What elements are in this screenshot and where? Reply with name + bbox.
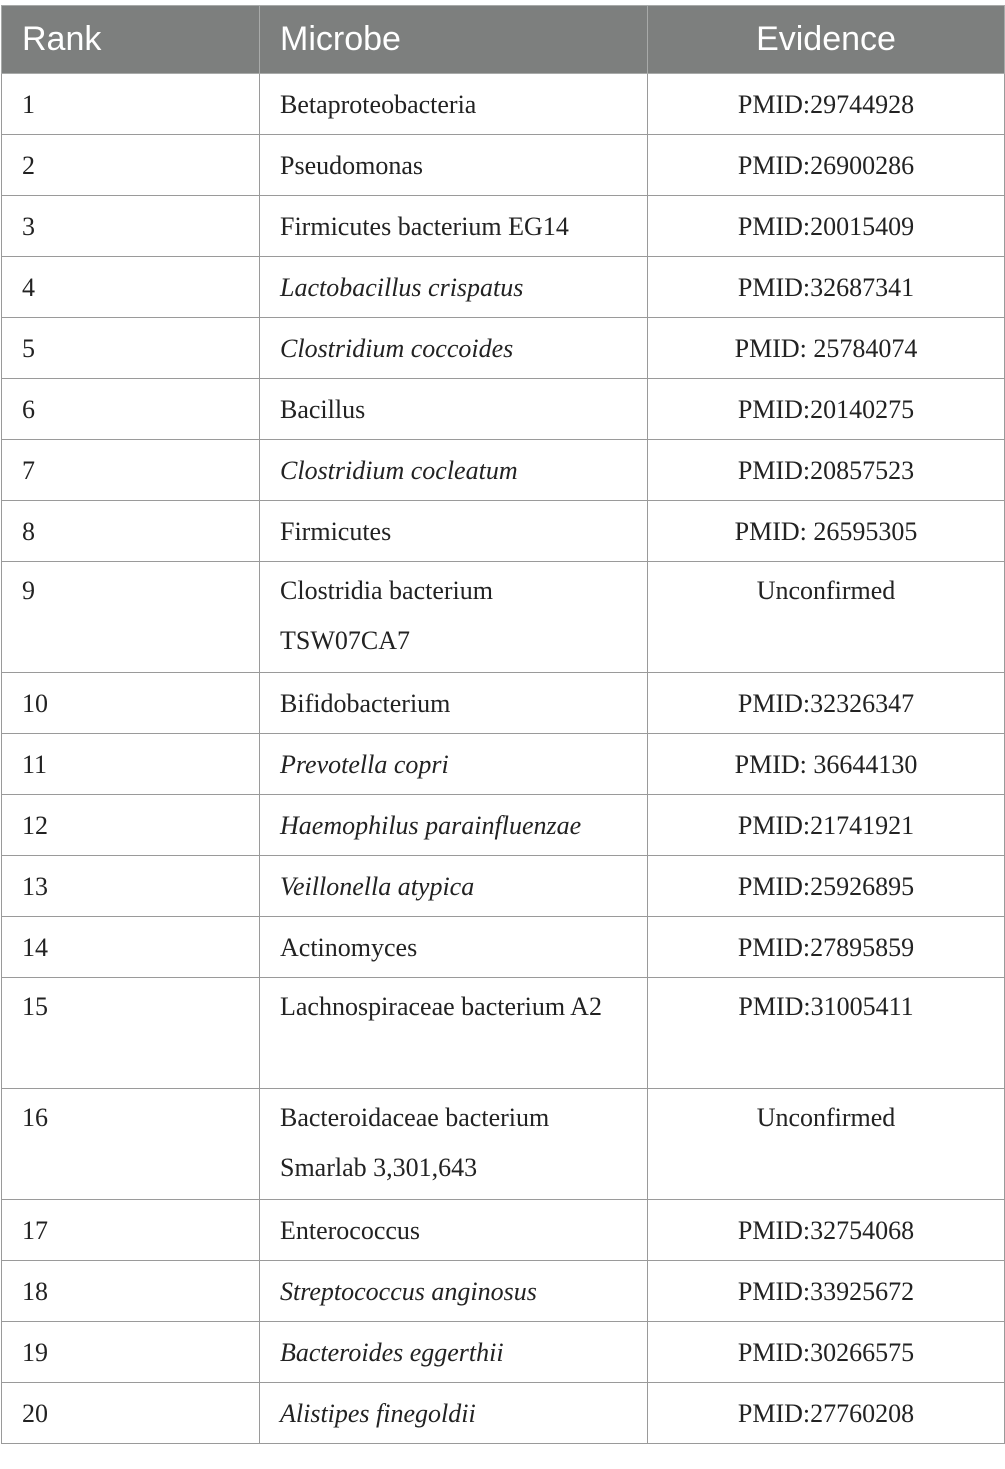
evidence-cell: PMID:27760208 [648, 1383, 1005, 1444]
evidence-cell: Unconfirmed [648, 1089, 1005, 1200]
rank-cell: 14 [2, 917, 260, 978]
table-row [2, 135, 1005, 196]
microbe-cell: Prevotella copri [260, 734, 648, 795]
header-evidence: Evidence [648, 6, 1005, 74]
evidence-cell: PMID:20015409 [648, 196, 1005, 257]
table-row [2, 856, 1005, 917]
table-header [2, 6, 1005, 74]
evidence-cell: PMID:20857523 [648, 440, 1005, 501]
rank-cell: 20 [2, 1383, 260, 1444]
rank-cell: 8 [2, 501, 260, 562]
table-row [2, 1322, 1005, 1383]
table-row [2, 562, 1005, 673]
microbe-cell: Enterococcus [260, 1200, 648, 1261]
rank-cell: 3 [2, 196, 260, 257]
table-row [2, 379, 1005, 440]
rank-cell: 15 [2, 978, 260, 1089]
microbe-cell: Firmicutes bacterium EG14 [260, 196, 648, 257]
evidence-cell: PMID:32687341 [648, 257, 1005, 318]
table-row [2, 917, 1005, 978]
microbe-cell: Betaproteobacteria [260, 74, 648, 135]
microbe-cell: Lachnospiraceae bacterium A2 [260, 978, 648, 1089]
microbe-cell: Bacteroidaceae bacterium Smarlab 3,301,643 [260, 1089, 648, 1200]
microbe-cell: Lactobacillus crispatus [260, 257, 648, 318]
evidence-cell: PMID:27895859 [648, 917, 1005, 978]
rank-cell: 9 [2, 562, 260, 673]
table-row [2, 1200, 1005, 1261]
rank-cell: 4 [2, 257, 260, 318]
rank-cell: 1 [2, 74, 260, 135]
evidence-cell: PMID:33925672 [648, 1261, 1005, 1322]
microbe-cell: Veillonella atypica [260, 856, 648, 917]
microbe-cell: Streptococcus anginosus [260, 1261, 648, 1322]
table-row [2, 1383, 1005, 1444]
evidence-cell: PMID:25926895 [648, 856, 1005, 917]
rank-cell: 10 [2, 673, 260, 734]
table-row [2, 501, 1005, 562]
microbe-ranking-table [1, 5, 1005, 1444]
microbe-cell: Clostridia bacterium TSW07CA7 [260, 562, 648, 673]
rank-cell: 13 [2, 856, 260, 917]
rank-cell: 17 [2, 1200, 260, 1261]
rank-cell: 16 [2, 1089, 260, 1200]
microbe-cell: Clostridium cocleatum [260, 440, 648, 501]
microbe-cell: Pseudomonas [260, 135, 648, 196]
evidence-cell: PMID:20140275 [648, 379, 1005, 440]
microbe-cell: Clostridium coccoides [260, 318, 648, 379]
header-microbe: Microbe [260, 6, 648, 74]
header-rank: Rank [2, 6, 260, 74]
table-row [2, 978, 1005, 1089]
microbe-cell: Firmicutes [260, 501, 648, 562]
rank-cell: 6 [2, 379, 260, 440]
table-row [2, 1261, 1005, 1322]
rank-cell: 7 [2, 440, 260, 501]
table-row [2, 440, 1005, 501]
microbe-cell: Bacillus [260, 379, 648, 440]
table-row [2, 318, 1005, 379]
table-row [2, 673, 1005, 734]
microbe-cell: Haemophilus parainfluenzae [260, 795, 648, 856]
table-row [2, 1089, 1005, 1200]
evidence-cell: PMID: 25784074 [648, 318, 1005, 379]
rank-cell: 11 [2, 734, 260, 795]
evidence-cell: PMID:21741921 [648, 795, 1005, 856]
evidence-cell: PMID:29744928 [648, 74, 1005, 135]
evidence-cell: PMID:32754068 [648, 1200, 1005, 1261]
microbe-cell: Alistipes finegoldii [260, 1383, 648, 1444]
table-body [2, 74, 1005, 1444]
evidence-cell: PMID:30266575 [648, 1322, 1005, 1383]
evidence-cell: PMID:31005411 [648, 978, 1005, 1089]
microbe-cell: Bifidobacterium [260, 673, 648, 734]
evidence-cell: Unconfirmed [648, 562, 1005, 673]
microbe-cell: Actinomyces [260, 917, 648, 978]
rank-cell: 5 [2, 318, 260, 379]
table-row [2, 734, 1005, 795]
table-row [2, 196, 1005, 257]
rank-cell: 12 [2, 795, 260, 856]
header-row [2, 6, 1005, 74]
rank-cell: 2 [2, 135, 260, 196]
microbe-cell: Bacteroides eggerthii [260, 1322, 648, 1383]
table-row [2, 257, 1005, 318]
evidence-cell: PMID: 36644130 [648, 734, 1005, 795]
table-row [2, 795, 1005, 856]
evidence-cell: PMID:26900286 [648, 135, 1005, 196]
rank-cell: 19 [2, 1322, 260, 1383]
table-row [2, 74, 1005, 135]
rank-cell: 18 [2, 1261, 260, 1322]
evidence-cell: PMID: 26595305 [648, 501, 1005, 562]
evidence-cell: PMID:32326347 [648, 673, 1005, 734]
